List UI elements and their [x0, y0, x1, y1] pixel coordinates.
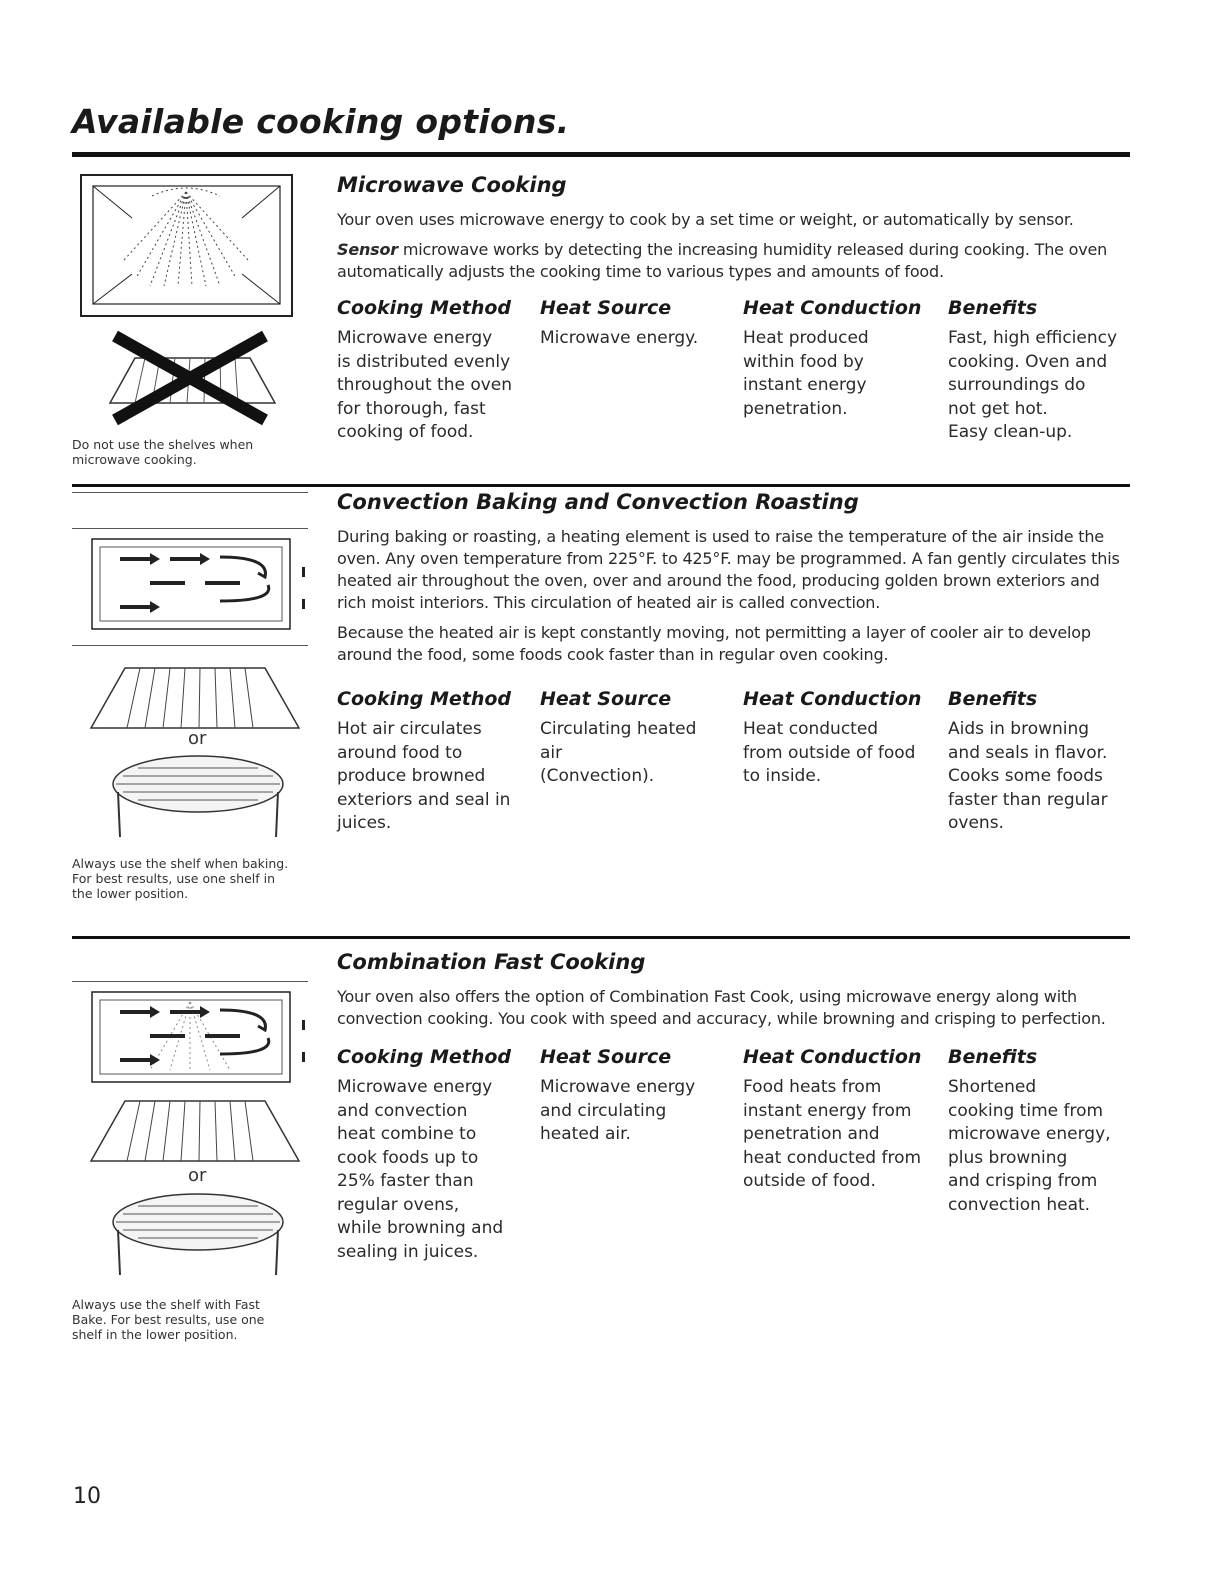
conduction-text: Heat conducted from outside of food to inside. — [743, 719, 916, 786]
round-rack-illustration — [108, 752, 288, 847]
col-head-method: Cooking Method — [337, 688, 511, 710]
convection-section — [337, 490, 1127, 836]
section-paragraph: During baking or roasting, a heating element is used to raise the temperature of the air inside the oven. Any oven temperature from 225°F. to 425°F. may be programmed. A fan gently circulates this heated air throughout the oven, over and around the food, producing golden brown exteriors and rich moist interiors. This circulation of heated air is called convection. — [337, 527, 1120, 612]
sensor-term: Sensor — [337, 240, 398, 259]
short-divider — [72, 492, 308, 493]
sensor-description: microwave works by detecting the increasing humidity released during cooking. The oven automatically adjusts the cooking time to various types and amounts of food. — [337, 240, 1108, 281]
col-head-benefits: Benefits — [948, 1046, 1038, 1068]
convection-shelf-caption: Always use the shelf when baking. For best results, use one shelf in the lower position. — [72, 856, 289, 901]
col-head-conduction: Heat Conduction — [743, 688, 922, 710]
source-text: Microwave energy and circulating heated air. — [540, 1077, 696, 1144]
page-title: Available cooking options. — [72, 102, 570, 141]
conduction-text: Heat produced within food by instant energy penetration. — [743, 328, 869, 419]
or-label: or — [188, 728, 207, 749]
method-text: Microwave energy is distributed evenly throughout the oven for thorough, fast cooking of food. — [337, 328, 513, 442]
col-head-source: Heat Source — [540, 1046, 672, 1068]
method-text: Hot air circulates around food to produce browned exteriors and seal in juices. — [337, 719, 511, 833]
col-head-method: Cooking Method — [337, 1046, 511, 1068]
info-columns — [337, 688, 1127, 836]
short-divider — [72, 981, 308, 982]
rack-illustration — [85, 1095, 305, 1170]
microwave-oven-illustration — [80, 174, 294, 319]
combination-shelf-caption: Always use the shelf with Fast Bake. For best results, use one shelf in the lower position. — [72, 1297, 265, 1342]
section-paragraph — [337, 239, 1127, 283]
section-title: Combination Fast Cooking — [337, 950, 646, 974]
col-head-conduction: Heat Conduction — [743, 1046, 922, 1068]
section-title: Convection Baking and Convection Roasting — [337, 490, 859, 514]
microwave-shelf-caption: Do not use the shelves when microwave cooking. — [72, 437, 254, 467]
method-text: Microwave energy and convection heat combine to cook foods up to 25% faster than regular ovens, while browning and sealing in juices. — [337, 1077, 504, 1262]
short-divider — [72, 528, 308, 529]
round-rack-illustration — [108, 1190, 288, 1285]
section-title: Microwave Cooking — [337, 173, 567, 197]
benefits-text: Aids in browning and seals in flavor. Cooks some foods faster than regular ovens. — [948, 719, 1108, 833]
combination-oven-illustration — [90, 990, 315, 1085]
col-head-source: Heat Source — [540, 297, 672, 319]
col-head-source: Heat Source — [540, 688, 672, 710]
no-shelf-illustration — [90, 328, 290, 428]
section-paragraph: Your oven also offers the option of Combination Fast Cook, using microwave energy along with convection cooking. You cook with speed and accuracy, while browning and crisping to perfection. — [337, 987, 1106, 1028]
short-divider — [72, 645, 308, 646]
source-text: Circulating heated air (Convection). — [540, 719, 697, 786]
source-text: Microwave energy. — [540, 328, 699, 348]
benefits-text: Fast, high efficiency cooking. Oven and surroundings do not get hot. Easy clean-up. — [948, 328, 1118, 442]
title-divider — [72, 152, 1130, 157]
col-head-method: Cooking Method — [337, 297, 511, 319]
col-head-benefits: Benefits — [948, 297, 1038, 319]
info-columns — [337, 297, 1127, 445]
section-paragraph: Because the heated air is kept constantly moving, not permitting a layer of cooler air to develop around the food, some foods cook faster than in regular oven cooking. — [337, 623, 1091, 664]
info-columns — [337, 1046, 1127, 1264]
col-head-benefits: Benefits — [948, 688, 1038, 710]
conduction-text: Food heats from instant energy from penetration and heat conducted from outside of food. — [743, 1077, 922, 1191]
section-divider — [72, 936, 1130, 939]
page-number: 10 — [73, 1484, 101, 1509]
section-paragraph: Your oven uses microwave energy to cook by a set time or weight, or automatically by sensor. — [337, 210, 1074, 229]
convection-oven-illustration — [90, 537, 315, 632]
combination-section — [337, 950, 1127, 1264]
rack-illustration — [85, 662, 305, 737]
or-label: or — [188, 1165, 207, 1186]
col-head-conduction: Heat Conduction — [743, 297, 922, 319]
microwave-cooking-section — [337, 173, 1127, 445]
section-divider — [72, 484, 1130, 487]
benefits-text: Shortened cooking time from microwave energy, plus browning and crisping from convection heat. — [948, 1077, 1111, 1215]
